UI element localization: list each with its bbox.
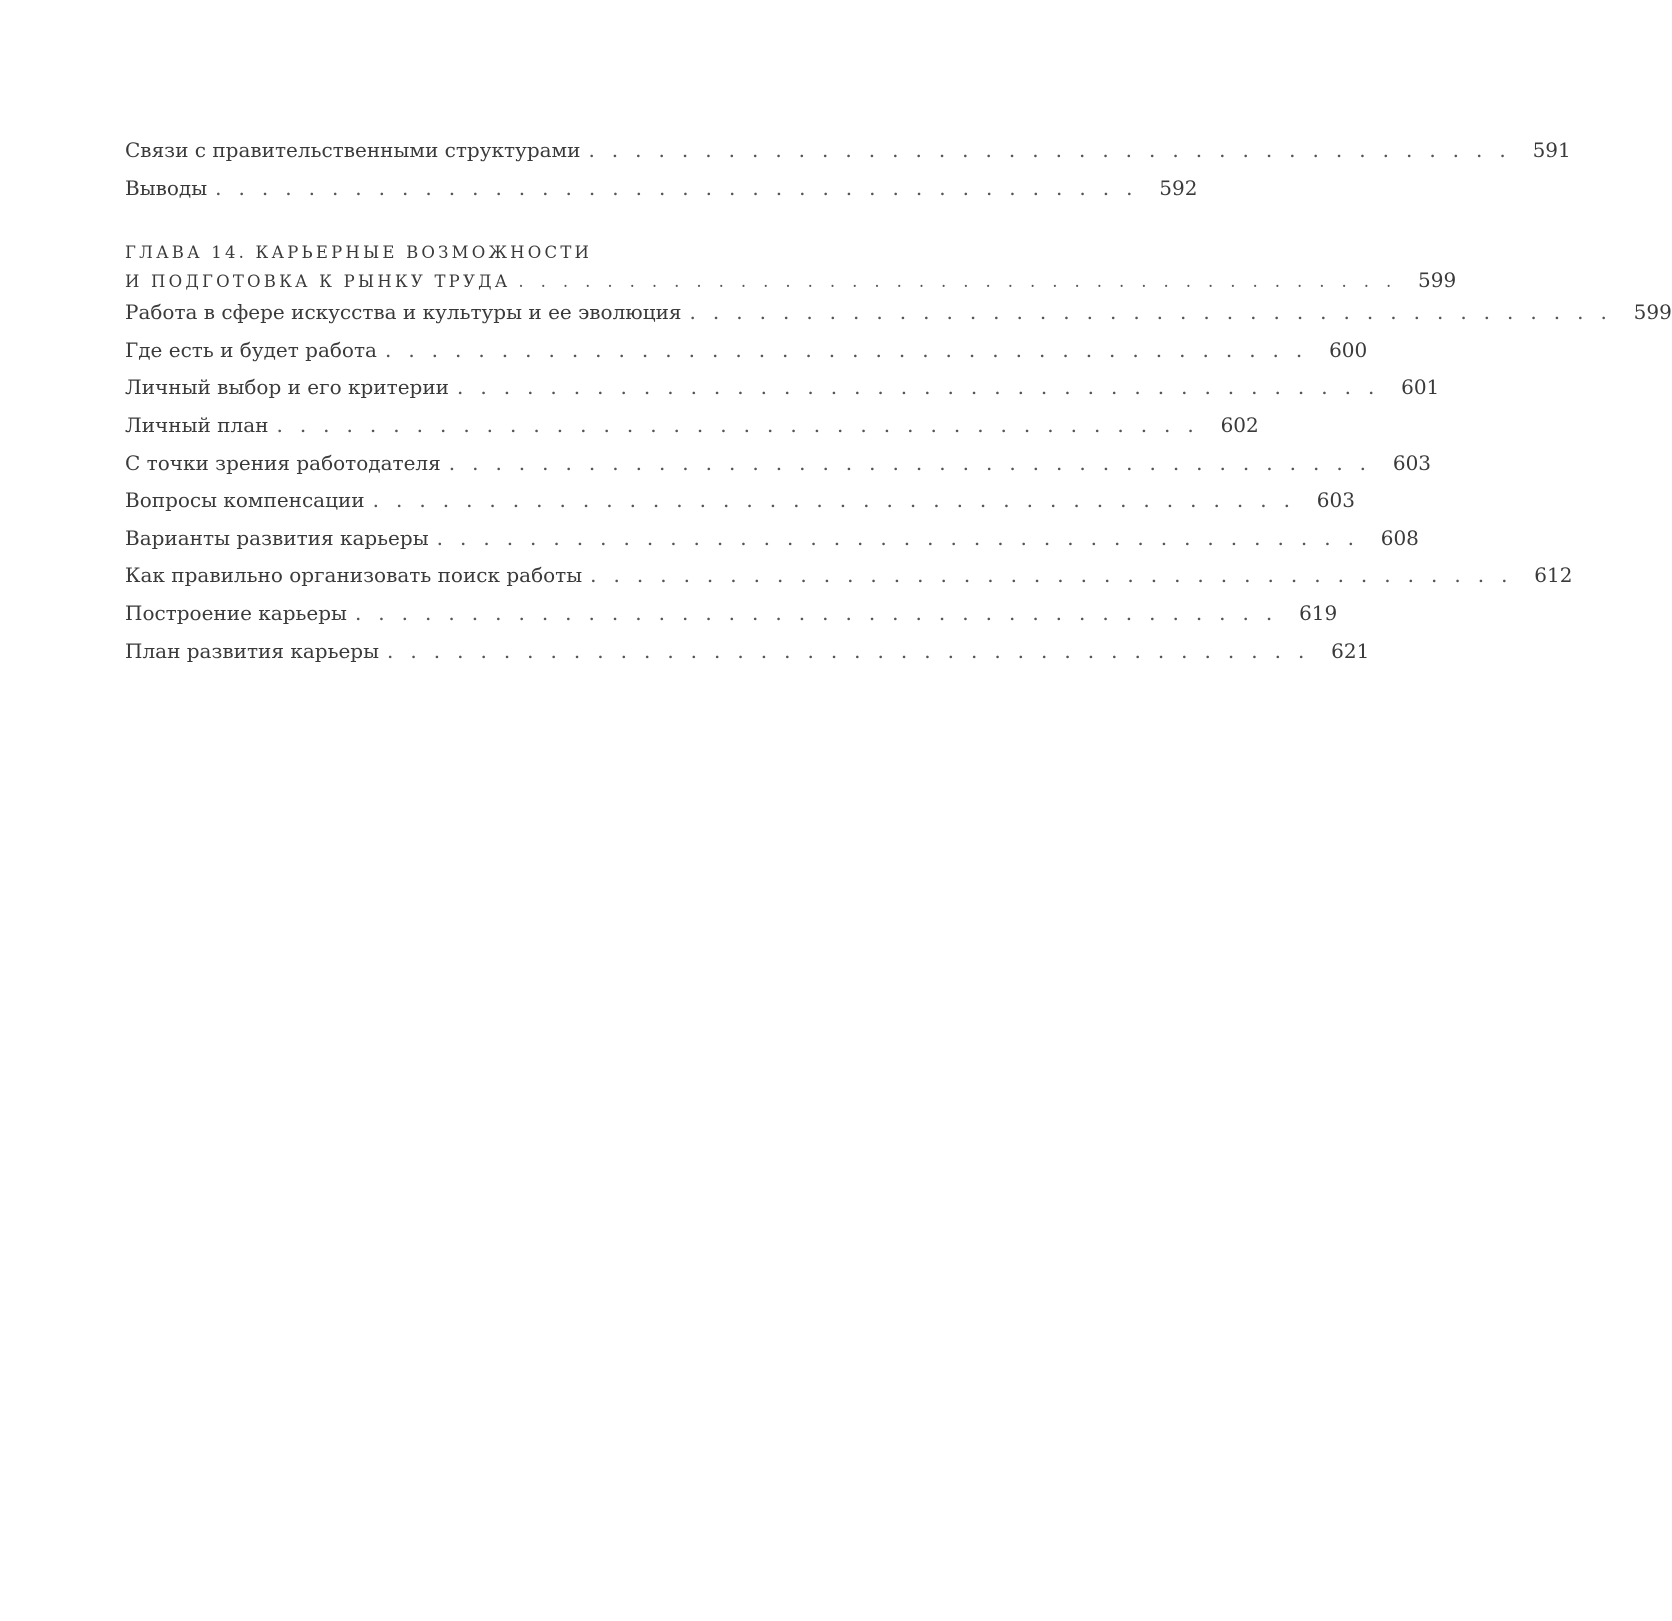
- toc-entry: [125, 488, 1355, 526]
- toc-entry-page: 602: [1220, 412, 1259, 437]
- toc-entry-page: 619: [1299, 600, 1338, 625]
- chapter-title-line-2: И ПОДГОТОВКА К РЫНКУ ТРУДА: [125, 272, 511, 292]
- toc-entry: [125, 450, 1432, 489]
- dot-leader: ........................................: [588, 138, 1523, 162]
- toc-entry: [125, 525, 1419, 564]
- dot-leader: ........................................: [436, 525, 1371, 550]
- toc-entry-title: Как правильно организовать поиск работы: [125, 563, 583, 588]
- toc-entry-title: Выводы: [125, 175, 208, 200]
- chapter-page: 599: [1418, 268, 1457, 293]
- toc-entry-title: Связи с правительственными структурами: [125, 138, 581, 162]
- dot-leader: ........................................: [354, 600, 1290, 625]
- dot-leader: ........................................: [590, 563, 1525, 588]
- toc-entry-page: 603: [1392, 450, 1432, 475]
- toc-entry-page: 612: [1534, 563, 1573, 588]
- toc-entry-title: С точки зрения работодателя: [125, 450, 441, 475]
- chapter-heading: [125, 237, 1457, 300]
- toc-entry-title: Варианты развития карьеры: [125, 525, 429, 550]
- dot-leader: ........................................: [689, 300, 1624, 325]
- toc-entry-title: Где есть и будет работа: [125, 337, 377, 362]
- dot-leader: ........................................: [276, 412, 1211, 437]
- toc-entry-page: 608: [1380, 525, 1419, 550]
- toc-entry: [125, 300, 1672, 338]
- toc-entry: [125, 337, 1368, 376]
- toc-entry: [125, 600, 1338, 639]
- toc-entry-page: 592: [1159, 175, 1198, 200]
- dot-leader: ........................................: [457, 375, 1392, 400]
- toc-entry-page: 621: [1331, 638, 1370, 663]
- toc-entry-title: Работа в сфере искусства и культуры и ее эволюция: [125, 300, 682, 325]
- dot-leader: ........................................: [215, 175, 1150, 200]
- toc-entry-title: Вопросы компенсации: [125, 488, 365, 513]
- toc-entry: [125, 563, 1573, 601]
- dot-leader: ........................................: [518, 272, 1409, 292]
- chapter-title-line-2-row: [125, 268, 1457, 300]
- toc-entry-page: 603: [1316, 488, 1355, 513]
- toc-entry-title: Построение карьеры: [125, 600, 347, 625]
- toc-entry-title: Личный выбор и его критерии: [125, 375, 449, 400]
- toc-entry-title: План развития карьеры: [125, 638, 380, 663]
- table-of-contents: [125, 138, 1672, 676]
- dot-leader: ........................................: [384, 337, 1320, 362]
- toc-entry-page: 600: [1329, 337, 1368, 362]
- chapter-title-line-1: ГЛАВА 14. КАРЬЕРНЫЕ ВОЗМОЖНОСТИ: [125, 243, 593, 263]
- toc-entry-page: 599: [1633, 300, 1672, 325]
- toc-entry: [125, 138, 1571, 176]
- toc-entry: [125, 638, 1370, 677]
- dot-leader: ........................................: [448, 450, 1384, 475]
- toc-entry-page: 591: [1532, 138, 1571, 162]
- toc-entry: [125, 375, 1440, 413]
- dot-leader: ........................................: [387, 638, 1322, 663]
- toc-entry: [125, 175, 1198, 214]
- dot-leader: ........................................: [372, 488, 1307, 513]
- toc-entry-page: 601: [1401, 375, 1440, 400]
- toc-entry-title: Личный план: [125, 412, 269, 437]
- toc-entry: [125, 412, 1259, 451]
